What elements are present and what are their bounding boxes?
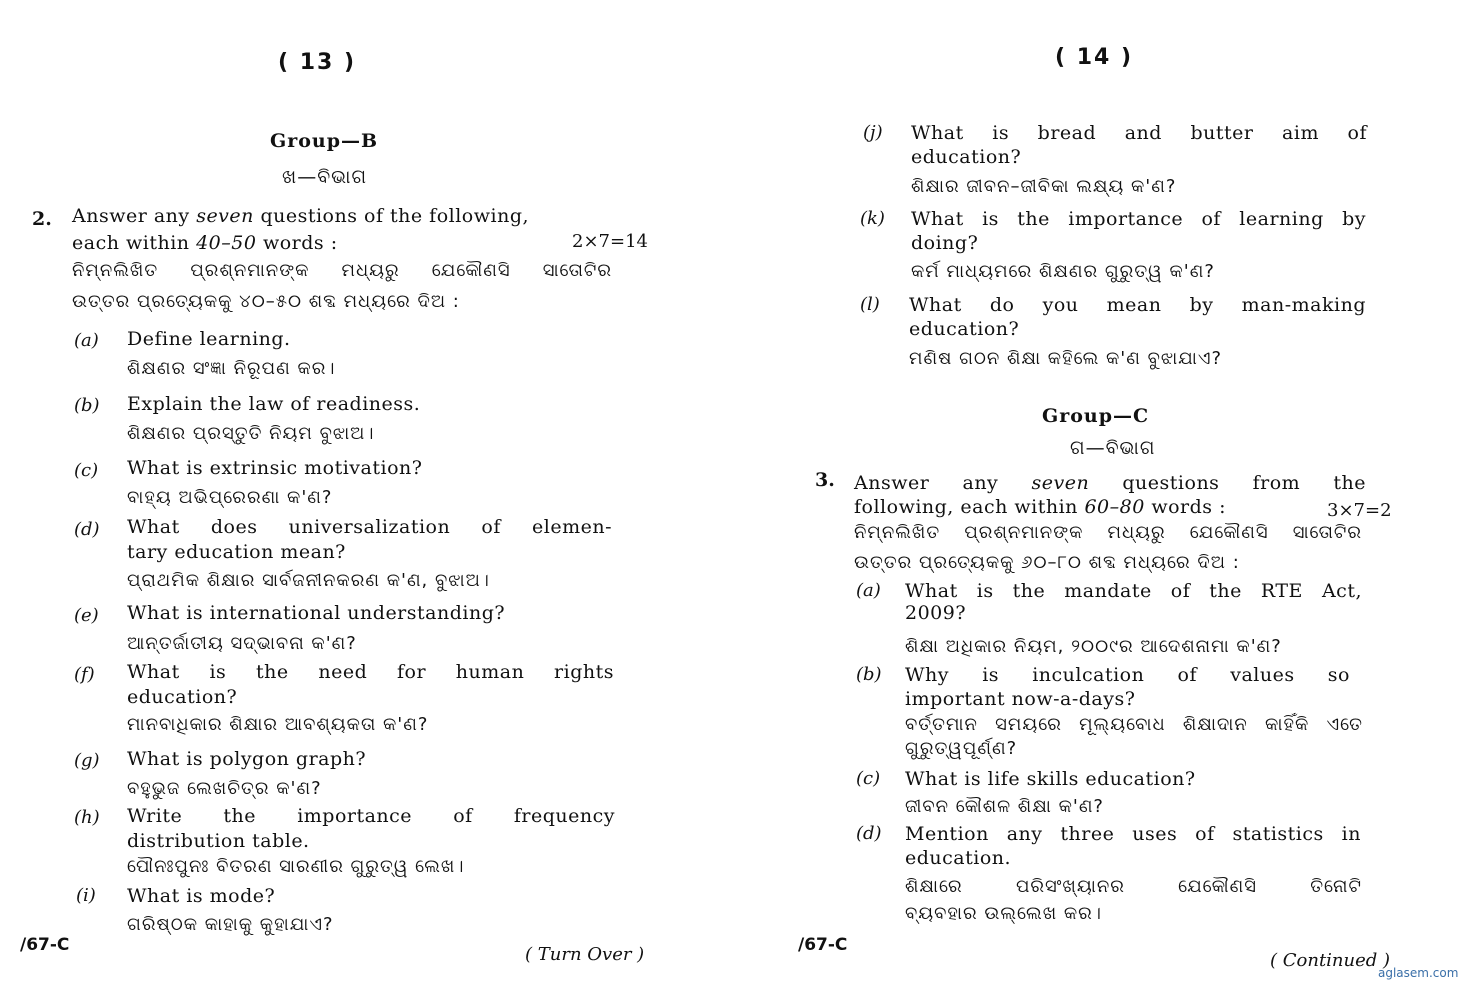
item-label-b: (b) xyxy=(74,395,100,416)
continued-note: ( Continued ) xyxy=(1270,950,1391,971)
item-label-b: (b) xyxy=(856,664,882,685)
question-3-number: 3. xyxy=(815,469,835,491)
item-l-english-line1: What do you mean by man-making xyxy=(909,294,1366,316)
question-3-instruction-odia-line1: ନିମ୍ନଲିଖିତ ପ୍ରଶ୍ନମାନଙ୍କ ମଧ୍ୟରୁ ଯେକୌଣସି ସାତୋଟିର xyxy=(854,522,1362,543)
item-i-english: What is mode? xyxy=(127,885,276,907)
item-c-english: What is life skills education? xyxy=(905,768,1196,790)
item-a-odia: ଶିକ୍ଷଣର ସଂଜ୍ଞା ନିରୂପଣ କର। xyxy=(127,358,336,379)
question-2-instruction-line2: each within 40–50 words : xyxy=(72,232,338,254)
question-3-marks: 3×7=2 xyxy=(1327,500,1392,521)
item-d-odia-line2: ବ୍ୟବହାର ଉଲ୍ଲେଖ କର। xyxy=(905,903,1102,924)
question-2-instruction-odia-line1: ନିମ୍ନଲିଖିତ ପ୍ରଶ୍ନମାନଙ୍କ ମଧ୍ୟରୁ ଯେକୌଣସି ସାତୋଟିର xyxy=(72,260,612,281)
item-c-odia: ବାହ୍ୟ ଅଭିପ୍ରେରଣା କ'ଣ? xyxy=(127,487,333,508)
item-label-e: (e) xyxy=(74,605,99,626)
item-a-odia: ଶିକ୍ଷା ଅଧିକାର ନିୟମ, ୨୦୦୯ର ଆଦେଶନାମା କ'ଣ? xyxy=(905,636,1282,657)
right-page xyxy=(730,0,1460,990)
item-label-a: (a) xyxy=(74,330,99,351)
question-3-instruction-line1: Answer any seven questions from the xyxy=(854,472,1366,494)
item-h-english-line2: distribution table. xyxy=(127,830,310,852)
item-e-english: What is international understanding? xyxy=(127,602,506,624)
item-d-english-line2: education. xyxy=(905,847,1012,869)
item-d-english-line2: tary education mean? xyxy=(127,541,346,563)
item-i-odia: ଗରିଷ୍ଠକ କାହାକୁ କୁହାଯାଏ? xyxy=(127,914,334,935)
item-b-odia-line2: ଗୁରୁତ୍ୱପୂର୍ଣ୍ଣ? xyxy=(905,738,1018,759)
question-3-instruction-odia-line2: ଉତ୍ତର ପ୍ରତ୍ୟେକକୁ ୬୦–୮୦ ଶବ୍ଦ ମଧ୍ୟରେ ଦିଅ : xyxy=(854,552,1240,573)
item-c-english: What is extrinsic motivation? xyxy=(127,457,423,479)
item-k-odia: କର୍ମ ମାଧ୍ୟମରେ ଶିକ୍ଷଣର ଗୁରୁତ୍ୱ କ'ଣ? xyxy=(911,261,1215,282)
item-j-english-line2: education? xyxy=(911,146,1022,168)
item-l-odia: ମଣିଷ ଗଠନ ଶିକ୍ଷା କହିଲେ କ'ଣ ବୁଝାଯାଏ? xyxy=(909,348,1223,369)
item-label-d: (d) xyxy=(74,519,100,540)
item-label-a: (a) xyxy=(856,580,881,601)
item-label-d: (d) xyxy=(856,823,882,844)
item-g-english: What is polygon graph? xyxy=(127,748,367,770)
item-j-english-line1: What is bread and butter aim of xyxy=(911,122,1367,144)
item-label-j: (j) xyxy=(863,122,883,143)
question-3-instruction-line2: following, each within 60–80 words : xyxy=(854,496,1226,518)
item-b-english: Explain the law of readiness. xyxy=(127,393,421,415)
watermark: aglasem.com xyxy=(1378,966,1459,980)
item-g-odia: ବହୁଭୁଜ ଲେଖଚିତ୍ର କ'ଣ? xyxy=(127,778,322,799)
item-d-english-line1: Mention any three uses of statistics in xyxy=(905,823,1361,845)
item-d-odia: ପ୍ରାଥମିକ ଶିକ୍ଷାର ସାର୍ବଜନୀନକରଣ କ'ଣ, ବୁଝାଅ। xyxy=(127,570,490,591)
item-label-c: (c) xyxy=(74,460,99,481)
item-label-c: (c) xyxy=(856,768,881,789)
item-label-f: (f) xyxy=(74,664,95,685)
group-c-title-odia: ଗ—ବିଭାଗ xyxy=(1070,437,1156,459)
item-label-g: (g) xyxy=(74,750,100,771)
item-a-english: Define learning. xyxy=(127,328,291,350)
item-label-i: (i) xyxy=(76,885,96,906)
item-f-odia: ମାନବାଧିକାର ଶିକ୍ଷାର ଆବଶ୍ୟକତା କ'ଣ? xyxy=(127,714,429,735)
item-h-odia: ପୌନଃପୁନଃ ବିତରଣ ସାରଣୀର ଗୁରୁତ୍ୱ ଲେଖ। xyxy=(127,856,465,877)
item-b-odia: ଶିକ୍ଷଣର ପ୍ରସ୍ତୁତି ନିୟମ ବୁଝାଅ। xyxy=(127,423,375,444)
group-c-title: Group—C xyxy=(1042,405,1150,427)
item-j-odia: ଶିକ୍ଷାର ଜୀବନ–ଜୀବିକା ଲକ୍ଷ୍ୟ କ'ଣ? xyxy=(911,176,1177,197)
item-c-odia: ଜୀବନ କୌଶଳ ଶିକ୍ଷା କ'ଣ? xyxy=(905,796,1104,817)
turn-over-note: ( Turn Over ) xyxy=(525,944,645,965)
item-k-english-line1: What is the importance of learning by xyxy=(911,208,1366,230)
group-b-title-odia: ଖ—ବିଭାଗ xyxy=(282,166,368,188)
question-2-number: 2. xyxy=(32,208,52,230)
item-l-english-line2: education? xyxy=(909,318,1020,340)
item-b-english-line1: Why is inculcation of values so xyxy=(905,664,1350,686)
item-k-english-line2: doing? xyxy=(911,232,979,254)
item-e-odia: ଆନ୍ତର୍ଜାତୀୟ ସଦ୍‌ଭାବନା କ'ଣ? xyxy=(127,633,357,654)
item-h-english-line1: Write the importance of frequency xyxy=(127,805,615,827)
question-2-marks: 2×7=14 xyxy=(572,231,648,252)
page-number: ( 13 ) xyxy=(278,50,357,75)
item-b-english-line2: important now-a-days? xyxy=(905,688,1136,710)
paper-code: /67-C xyxy=(20,935,70,955)
paper-code: /67-C xyxy=(798,935,848,955)
item-f-english-line1: What is the need for human rights xyxy=(127,661,614,683)
item-f-english-line2: education? xyxy=(127,686,238,708)
item-label-l: (l) xyxy=(860,294,880,315)
item-d-odia-line1: ଶିକ୍ଷାରେ ପରିସଂଖ୍ୟାନର ଯେକୌଣସି ତିନୋଟି xyxy=(905,876,1362,897)
question-2-instruction-odia-line2: ଉତ୍ତର ପ୍ରତ୍ୟେକକୁ ୪୦–୫୦ ଶବ୍ଦ ମଧ୍ୟରେ ଦିଅ : xyxy=(72,291,460,312)
item-d-english-line1: What does universalization of elemen- xyxy=(127,516,612,538)
item-a-english-line2: 2009? xyxy=(905,602,967,624)
group-b-title: Group—B xyxy=(270,130,379,152)
item-label-h: (h) xyxy=(74,807,100,828)
item-b-odia-line1: ବର୍ତ୍ତମାନ ସମୟରେ ମୂଲ୍ୟବୋଧ ଶିକ୍ଷାଦାନ କାହିଁକି ଏତେ xyxy=(905,714,1363,735)
question-2-instruction-line1: Answer any seven questions of the following, xyxy=(72,205,530,227)
item-label-k: (k) xyxy=(860,208,885,229)
item-a-english-line1: What is the mandate of the RTE Act, xyxy=(905,580,1362,602)
page-number: ( 14 ) xyxy=(1055,45,1134,70)
